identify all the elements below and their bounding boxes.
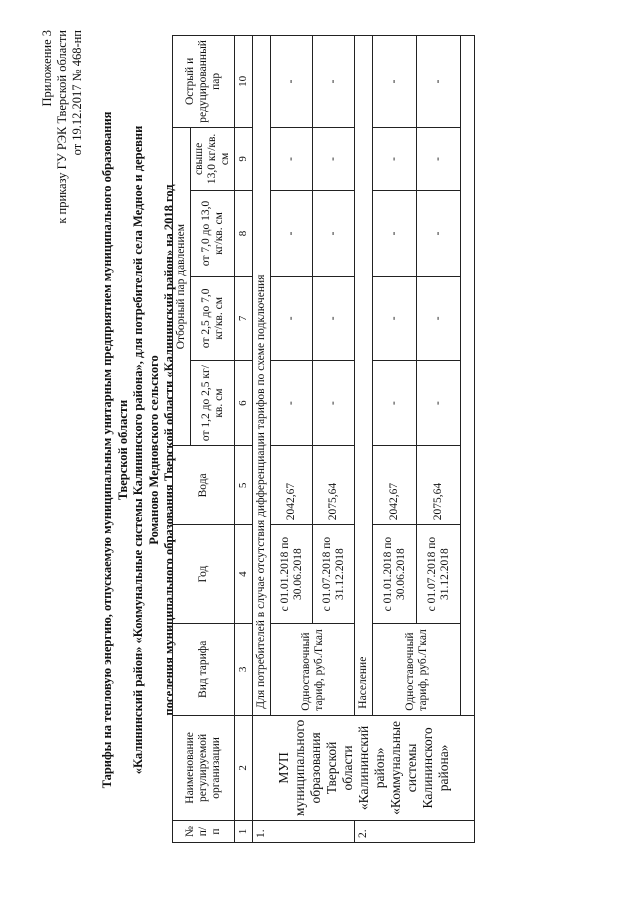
pressure-3-value: - — [313, 190, 355, 276]
tariff-type-label: Одноставочный тариф, руб./Гкал — [271, 623, 355, 715]
title-line-2: «Калининский район» «Коммунальные системы Калининского района», для потребителей села Медное и деревни Романово Медновского сельского — [131, 125, 161, 775]
col-number: 4 — [235, 525, 253, 624]
col-number: 7 — [235, 276, 253, 360]
sharp-steam-value: - — [373, 36, 417, 128]
water-tariff-value: 2075,64 — [417, 446, 461, 525]
header-pressure-2: от 2,5 до 7,0 кг/кв. см — [191, 276, 235, 360]
col-number: 8 — [235, 190, 253, 276]
water-tariff-value: 2075,64 — [313, 446, 355, 525]
period-cell: с 01.01.2018 по 30.06.2018 — [271, 525, 313, 624]
header-sharp-steam: Острый и редуцированный пар — [173, 36, 235, 128]
column-number-row — [235, 36, 253, 843]
col-number: 10 — [235, 36, 253, 128]
tariff-table — [172, 35, 475, 843]
pressure-2-value: - — [373, 276, 417, 360]
header-steam-group: Отборный пар давлением — [173, 127, 191, 446]
appendix-line-3: от 19.12.2017 № 468-нп — [70, 30, 84, 156]
pressure-1-value: - — [271, 360, 313, 446]
section-label: Население — [355, 36, 373, 716]
header-pressure-4: свыше 13,0 кг/кв. см — [191, 127, 235, 190]
section-label: Для потребителей в случае отсутствия дифференциации тарифов по схеме подключения — [253, 36, 271, 716]
pressure-4-value: - — [417, 127, 461, 190]
header-water: Вода — [173, 446, 235, 525]
document-title — [100, 100, 178, 800]
organization-name: МУП муниципального образования Тверской области «Калининский район» «Коммунальные системы Калининского района» — [253, 715, 475, 820]
appendix-note — [40, 30, 85, 360]
sharp-steam-value: - — [417, 36, 461, 128]
appendix-line-1: Приложение 3 — [40, 30, 54, 107]
pressure-2-value: - — [271, 276, 313, 360]
header-pressure-1: от 1,2 до 2,5 кг/кв. см — [191, 360, 235, 446]
period-cell: с 01.07.2018 по 31.12.2018 — [313, 525, 355, 624]
pressure-3-value: - — [271, 190, 313, 276]
pressure-3-value: - — [373, 190, 417, 276]
header-num: № п/п — [173, 821, 235, 843]
sharp-steam-value: - — [313, 36, 355, 128]
pressure-4-value: - — [313, 127, 355, 190]
pressure-4-value: - — [373, 127, 417, 190]
pressure-1-value: - — [417, 360, 461, 446]
col-number: 9 — [235, 127, 253, 190]
pressure-1-value: - — [313, 360, 355, 446]
water-tariff-value: 2042,67 — [271, 446, 313, 525]
pressure-3-value: - — [417, 190, 461, 276]
period-cell: с 01.01.2018 по 30.06.2018 — [373, 525, 417, 624]
col-number: 3 — [235, 623, 253, 715]
title-line-3: поселения муниципального образования Тверской области «Калининский район» на 2018 год — [162, 184, 176, 716]
section-row — [253, 36, 271, 843]
pressure-2-value: - — [417, 276, 461, 360]
tariff-type-label: Одноставочный тариф, руб./Гкал — [373, 623, 461, 715]
sharp-steam-value: - — [271, 36, 313, 128]
section-number: 2. — [355, 821, 475, 843]
col-number: 5 — [235, 446, 253, 525]
header-tariff-type: Вид тарифа — [173, 623, 235, 715]
pressure-4-value: - — [271, 127, 313, 190]
appendix-line-2: к приказу ГУ РЭК Тверской области — [55, 30, 69, 224]
water-tariff-value: 2042,67 — [373, 446, 417, 525]
header-year: Год — [173, 525, 235, 624]
title-line-1: Тарифы на тепловую энергию, отпускаемую муниципальным унитарным предприятием муниципального образования Тверской области — [100, 111, 130, 789]
header-org: Наименование регулируемой организации — [173, 715, 235, 820]
header-row-1 — [173, 36, 191, 843]
pressure-2-value: - — [313, 276, 355, 360]
col-number: 1 — [235, 821, 253, 843]
period-cell: с 01.07.2018 по 31.12.2018 — [417, 525, 461, 624]
header-pressure-3: от 7,0 до 13,0 кг/кв. см — [191, 190, 235, 276]
col-number: 2 — [235, 715, 253, 820]
pressure-1-value: - — [373, 360, 417, 446]
section-number: 1. — [253, 821, 355, 843]
spacer-cell — [461, 36, 475, 716]
col-number: 6 — [235, 360, 253, 446]
